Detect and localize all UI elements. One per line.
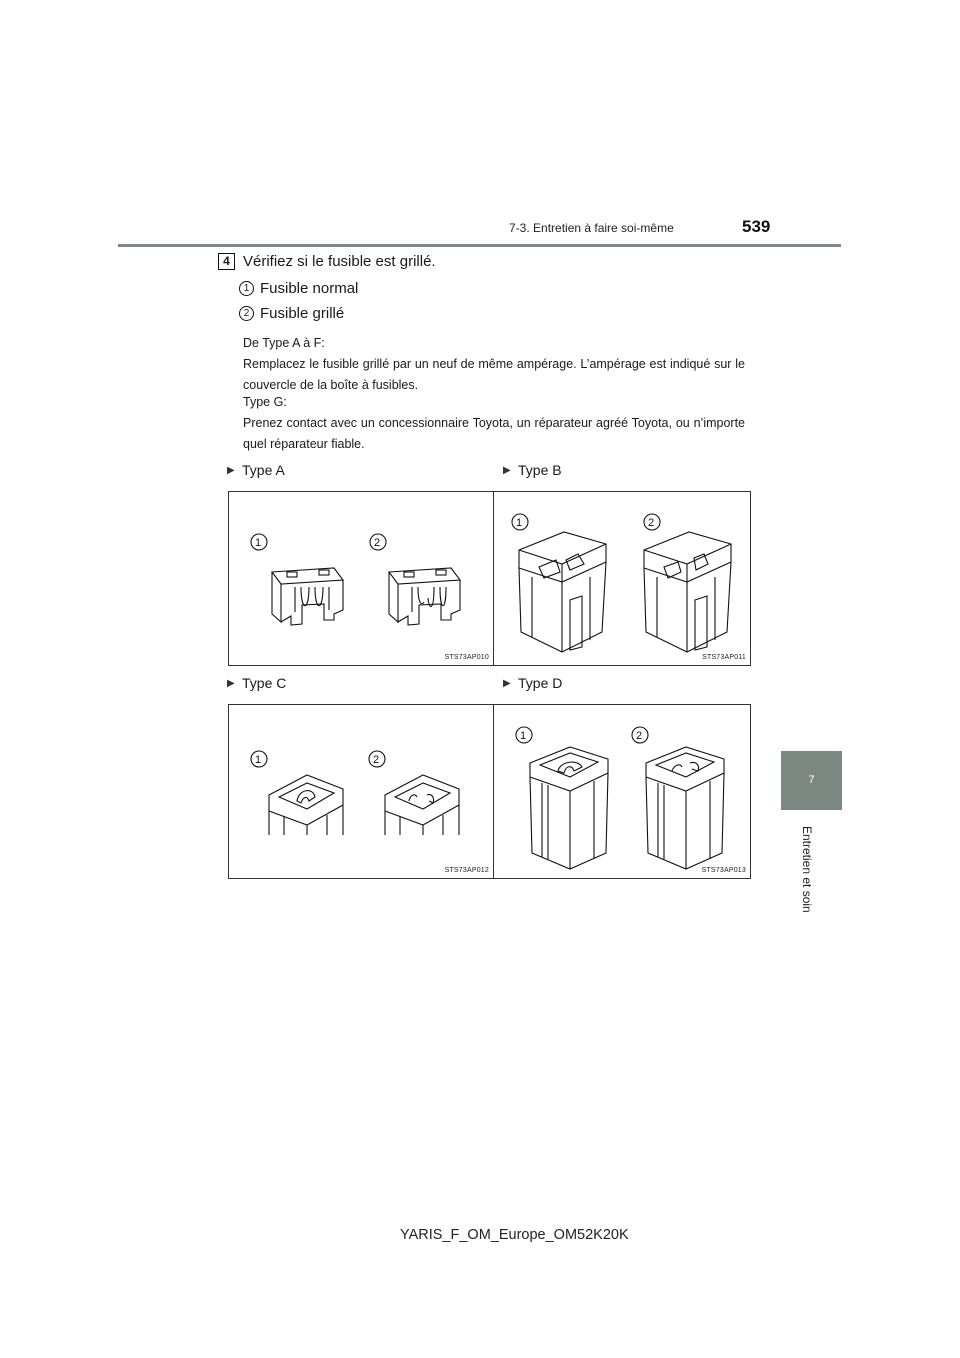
callout-1: 1 <box>520 730 527 742</box>
figure-code: STS73AP012 <box>444 867 489 874</box>
fuse-blown-icon <box>644 532 731 652</box>
fuse-normal-icon <box>269 775 343 835</box>
callout-2: 2 <box>373 754 380 766</box>
item-number-2: 2 <box>239 306 254 321</box>
fuse-normal-icon <box>272 568 343 625</box>
figure-heading-type-d: Type D <box>518 675 563 691</box>
fuse-type-a-illustration <box>229 492 495 667</box>
fuse-normal-icon <box>519 532 606 652</box>
fuse-blown-icon <box>389 568 460 625</box>
paragraph-types-a-f <box>243 333 745 396</box>
page-number: 539 <box>742 217 771 236</box>
triangle-bullet-icon: ▶ <box>227 678 235 689</box>
callout-2: 2 <box>374 537 381 549</box>
figure-type-c <box>228 704 494 879</box>
callout-2: 2 <box>648 517 655 529</box>
figure-type-a <box>228 491 494 666</box>
item-label-blown: Fusible grillé <box>260 305 345 322</box>
callout-2: 2 <box>636 730 643 742</box>
fuse-type-b-illustration <box>494 492 752 667</box>
section-title: 7-3. Entretien à faire soi-même <box>509 221 674 235</box>
step-text: Vérifiez si le fusible est grillé. <box>243 253 436 270</box>
triangle-bullet-icon: ▶ <box>503 465 511 476</box>
header-rule <box>118 244 841 247</box>
chapter-title: Entretien et soin <box>800 826 814 913</box>
step-number: 4 <box>218 253 235 270</box>
fuse-type-c-illustration <box>229 705 495 880</box>
paragraph-title: Type G: <box>243 395 287 409</box>
paragraph-type-g <box>243 392 745 455</box>
figure-code: STS73AP010 <box>444 654 489 661</box>
triangle-bullet-icon: ▶ <box>503 678 511 689</box>
document-id: YARIS_F_OM_Europe_OM52K20K <box>400 1227 629 1243</box>
figure-heading-type-b: Type B <box>518 462 562 478</box>
figure-type-d <box>493 704 751 879</box>
figure-heading-type-a: Type A <box>242 462 285 478</box>
chapter-tab: 7 <box>781 751 842 810</box>
callout-1: 1 <box>255 537 262 549</box>
fuse-blown-icon <box>646 747 724 869</box>
triangle-bullet-icon: ▶ <box>227 465 235 476</box>
paragraph-body: Prenez contact avec un concessionnaire Toyota, un réparateur agréé Toyota, ou n’importe quel réparateur fiable. <box>243 416 745 451</box>
paragraph-title: De Type A à F: <box>243 336 325 350</box>
callout-1: 1 <box>255 754 262 766</box>
fuse-blown-icon <box>385 775 459 835</box>
paragraph-body: Remplacez le fusible grillé par un neuf de même ampérage. L’ampérage est indiqué sur le couvercle de la boîte à fusibles. <box>243 357 745 392</box>
fuse-normal-icon <box>530 747 608 869</box>
fuse-type-d-illustration <box>494 705 752 880</box>
callout-1: 1 <box>516 517 523 529</box>
item-label-normal: Fusible normal <box>260 280 359 297</box>
item-number-1: 1 <box>239 281 254 296</box>
figure-type-b <box>493 491 751 666</box>
figure-code: STS73AP011 <box>702 654 746 661</box>
figure-code: STS73AP013 <box>701 867 746 874</box>
figure-heading-type-c: Type C <box>242 675 287 691</box>
